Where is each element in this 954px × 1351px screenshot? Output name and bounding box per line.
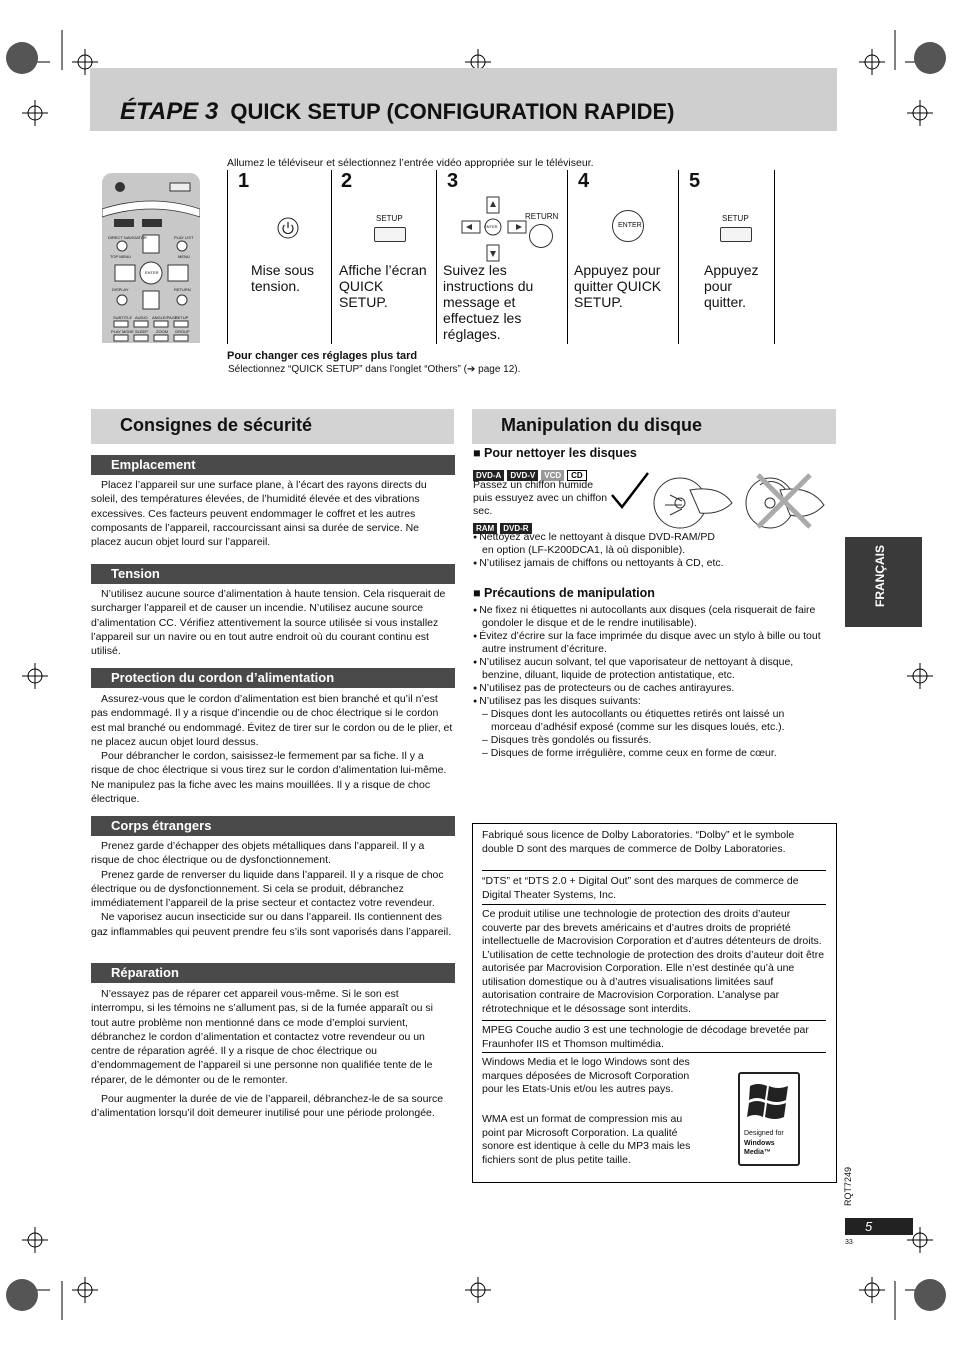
language-tab [845,537,922,627]
bullet-item: ● N’utilisez aucun solvant, tel que vaporisateur de nettoyant à disque, benzine, diluant, liquide de protection antistatique, etc. [473,656,823,682]
step-number: 5 [689,170,701,192]
legal-notice-box [472,823,837,1183]
subheading-repair: Réparation [91,963,455,983]
remote-return-label: RETURN [174,287,191,292]
badge: CD [567,470,587,481]
power-icon [276,216,300,240]
badge: DVD-A [473,470,504,481]
remote-setup-label: SETUP [175,315,189,320]
remote-angle-page-label: ANGLE/PAGE [152,315,178,320]
doc-code: RQT7249 [843,1166,853,1206]
cleaning-heading: ■ Pour nettoyer les disques [473,446,637,460]
step-2 [331,170,437,344]
safety-title: Consignes de sécurité [120,415,313,435]
bullet-item: ● Évitez d’écrire sur la face imprimée du disque avec un stylo à bille ou tout autre instrument d’écriture. [473,630,823,656]
badge: VCD [541,470,564,481]
paragraph: N’utilisez aucune source d’alimentation à haute tension. Cela risquerait de surcharger l’appareil et de causer un incendie. N’utilisez aucune source d’alimentation CC. Vérifiez attentivement la source utilisée si vous installez l’appareil sur un navire ou en tout autre endroit où du courant continu est utilisé. [91,588,446,658]
paragraph: Placez l’appareil sur une surface plane, à l’écart des rayons directs du soleil, des températures élevées, de l’humidité élevée et des vibrations excessives. Ces facteurs peuvent endommager le coffret et les autres composants de l’appareil, raccourcissant ainsi sa durée de service. Ne placez aucun objet lourd sur l’appareil. [91,479,427,549]
setup-button-label: SETUP [376,214,403,223]
paragraph: Prenez garde de renverser du liquide dans l’appareil. Il y a risque de choc électrique ou de dysfonctionnement. Si cela se produit, débranchez immédiatement l’appareil de la prise secteur et contactez votre revendeur. [91,868,444,910]
safety-section-header [91,409,454,444]
cleaning-bullets [473,531,728,570]
macrovision-notice: Ce produit utilise une technologie de protection des droits d’auteur couverte par des brevets américains et d’autres droits de propriété intellectuelle de Macrovision Corporation et d’autres détenteurs de droits. L’utilisation de cette technologie de protection des droits d’auteur doit être autorisée par Macrovision Corporation. Elle n’est destinée qu’à une utilisation domestique ou à d’autres visualisations limitées sauf autorisation contraire de Macrovision Corporation. L’analyse par rétrotechnique et le désossage sont interdits. [482,908,825,1015]
step-number: 2 [341,170,353,192]
page-number-box [845,1218,913,1235]
wma-notice: WMA est un format de compression mis au point par Microsoft Corporation. La qualité sonore est identique à celle du MP3 mais les fichiers sont de plus petite taille. [482,1113,691,1166]
step-text: Appuyez pour quitter QUICK SETUP. [574,262,662,310]
step-4 [568,170,679,344]
step-number: 4 [578,170,590,192]
change-later-title: Pour changer ces réglages plus tard [227,350,418,362]
emplacement-text [91,478,451,549]
divider [482,870,826,871]
bullet-item: ● Ne fixez ni étiquettes ni autocollants aux disques (cela risquerait de faire gondoler le disque et de le rendre inutilisable). [473,604,823,630]
step-number: 3 [447,170,459,192]
quick-setup-intro: Allumez le téléviseur et sélectionnez l’entrée vidéo appropriée sur le téléviseur. [227,157,594,169]
paragraph: Assurez-vous que le cordon d’alimentation est bien branché et qu’il n’est pas endommagé. Il y a risque d’incendie ou de choc électrique si le cordon est mal branché ou endommagé. Évitez de tirer sur le cordon ou de le plier, et ne placez aucun objet lourd dessus. [91,693,453,748]
repair-text [91,987,453,1121]
enter-button-label: ENTER [618,222,642,229]
disc-title: Manipulation du disque [501,415,702,435]
paragraph: Prenez garde d’échapper des objets métalliques dans l’appareil. Il y a risque de choc électrique ou de dysfonctionnement. [91,840,425,867]
cleaning-text: Passez un chiffon humide puis essuyez avec un chiffon sec. [473,479,608,517]
remote-subtitle-label: SUBTITLE [113,315,133,320]
dash-item: – Disques dont les autocollants ou étiquettes retirés ont laissé un morceau d’adhésif exposé (comme sur les disques loués, etc.). [473,708,823,734]
page-number: 5 [865,1219,873,1234]
divider [482,1020,826,1021]
remote-menu-label: MENU [178,254,190,259]
paragraph: Ne vaporisez aucun insecticide sur ou dans l’appareil. Ils contiennent des gaz inflammables qui peuvent prendre feu s’ils sont vaporisés dans l’appareil. [91,911,452,938]
windows-media-logo [738,1072,800,1166]
disc-cleaning-illustration [610,465,835,530]
foreign-objects-text [91,839,453,939]
step-text: Mise sous tension. [251,262,315,294]
step-1 [227,170,332,344]
step-text: Affiche l’écran QUICK SETUP. [339,262,427,310]
remote-play-list-label: PLAY LIST [174,235,194,240]
remote-group-label: GROUP [175,329,190,334]
badge: DVD-R [500,523,531,534]
precautions-list [473,604,823,760]
step-text: Appuyez pour quitter. [704,262,759,310]
subheading-tension: Tension [91,564,455,584]
dolby-notice: Fabriqué sous licence de Dolby Laboratories. “Dolby” et le symbole double D sont des marques de commerce de Dolby Laboratories. [482,829,795,855]
badge: RAM [473,523,497,534]
step-title: QUICK SETUP (CONFIGURATION RAPIDE) [230,99,675,124]
subheading-foreign-objects: Corps étrangers [91,816,455,836]
precautions-heading: ■ Précautions de manipulation [473,586,655,600]
logo-windows-text: Windows [744,1140,775,1147]
paragraph: Pour débrancher le cordon, saisissez-le fermement par sa fiche. Il y a risque de choc électrique si vous tirez sur le cordon d’alimentation lui-même. Ne manipulez pas la fiche avec les mains mouillées. Il y a risque de choc électrique. [91,750,447,806]
enter-key-label: ENTER [484,224,498,229]
paragraph: N’essayez pas de réparer cet appareil vous-même. Si le son est interrompu, si les témoins ne s’allument pas, si de la fumée apparaît ou si tout autre problème non mentionné dans ce mode d’emploi survient, débranchez le cordon d’alimentation et contactez votre revendeur ou un centre de réparation agréé. Il y a risque de choc électrique ou d’endommagement de l’appareil si une personne non qualifiée tente de le réparer, de le démonter ou de le remonter. [91,988,434,1086]
bullet-item: ● N’utilisez pas de protecteurs ou de caches antirayures. [473,682,823,695]
divider [482,904,826,905]
step-text: Suivez les instructions du message et effectuez les réglages. [443,262,534,342]
arrow-keys-icon [461,196,527,262]
bullet-item: ● N’utilisez pas les disques suivants: [473,695,823,708]
language-tab-label: FRANÇAIS [873,545,887,607]
setup-button-icon [720,227,752,242]
paragraph: Pour augmenter la durée de vie de l’appareil, débranchez-le de sa source d’alimentation lorsqu’il doit demeurer inutilisé pour une période prolongée. [91,1093,444,1120]
tension-text [91,587,451,658]
square-bullet-icon: ■ [473,586,485,600]
change-later-text: Sélectionnez “QUICK SETUP” dans l’onglet “Others” (➔ page 12). [228,364,521,375]
page-title [120,98,674,126]
badge: DVD-V [507,470,538,481]
square-bullet-icon: ■ [473,446,485,460]
step-label: ÉTAPE 3 [120,98,219,125]
step-3 [437,170,568,344]
remote-sleep-label: SLEEP [135,329,148,334]
subheading-emplacement: Emplacement [91,455,455,475]
remote-play-mode-label: PLAY MODE [111,329,134,334]
remote-zoom-label: ZOOM [156,329,168,334]
sub-page-number: 33 [845,1239,853,1246]
return-button-label: RETURN [525,212,559,221]
setup-button-label: SETUP [722,214,749,223]
windows-media-notice: Windows Media et le logo Windows sont des marques déposées de Microsoft Corporation pour les Etats-Unis et/ou les autres pays. [482,1056,690,1095]
setup-button-icon [374,227,406,242]
windows-flag-icon [746,1080,792,1124]
remote-direct-navigator-label: DIRECT NAVIGATOR [108,235,147,240]
checkmark-icon [612,473,648,507]
dash-item: – Disques de forme irrégulière, comme ceux en forme de cœur. [473,747,823,760]
power-cord-text [91,692,453,806]
step-number: 1 [238,170,250,192]
remote-enter-label: ENTER [145,270,159,275]
page-header-banner [90,68,837,131]
mpeg-notice: MPEG Couche audio 3 est une technologie de décodage brevetée par Fraunhofer IIS et Thomson multimédia. [482,1024,809,1050]
disc-section-header [472,409,836,444]
bullet-item: ● Nettoyez avec le nettoyant à disque DVD-RAM/PD en option (LF-K200DCA1, là où disponible). [473,531,728,557]
remote-illustration [102,173,200,343]
logo-designed-text: Designed for [744,1130,784,1137]
step-5 [679,170,775,344]
dts-notice: “DTS” et “DTS 2.0 + Digital Out” sont des marques de commerce de Digital Theater Systems, Inc. [482,875,799,901]
bullet-item: ● N’utilisez jamais de chiffons ou nettoyants à CD, etc. [473,557,728,570]
return-button-icon [529,224,553,248]
logo-media-text: Media™ [744,1149,771,1156]
divider [482,1052,826,1053]
subheading-power-cord: Protection du cordon d’alimentation [91,668,455,688]
dash-item: – Disques très gondolés ou fissurés. [473,734,823,747]
remote-audio-label: AUDIO [135,315,148,320]
remote-display-label: DISPLAY [112,287,129,292]
remote-top-menu-label: TOP MENU [110,254,131,259]
